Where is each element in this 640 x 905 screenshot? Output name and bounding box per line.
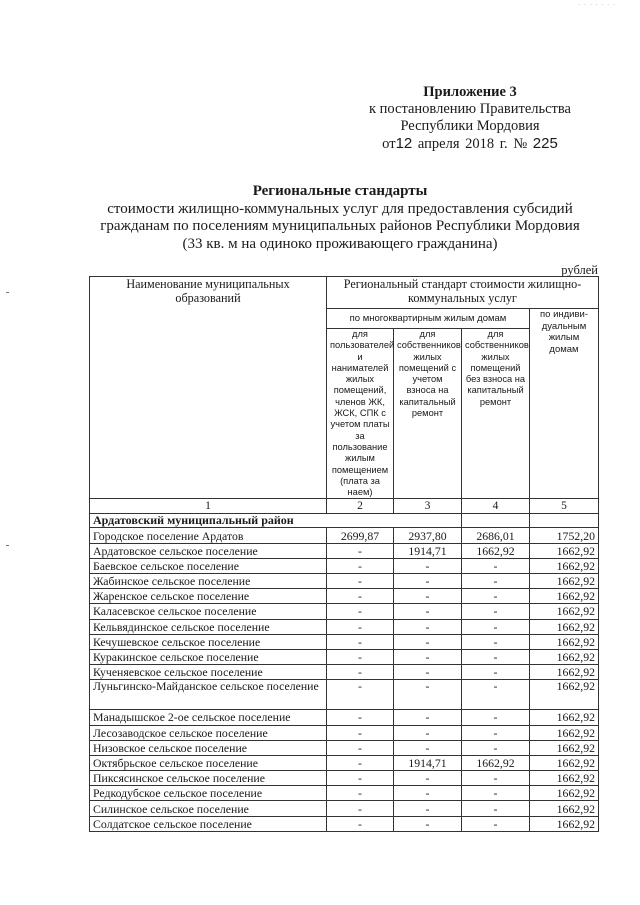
value-individual-houses: 1662,92: [530, 543, 599, 558]
col-number: 1: [90, 499, 327, 514]
col-number: 2: [327, 499, 394, 514]
district-row: [90, 514, 599, 528]
table-row: [90, 755, 599, 770]
table-row: [90, 528, 599, 543]
value-owners-without-repair: -: [462, 558, 530, 573]
value-individual-houses: 1662,92: [530, 558, 599, 573]
table-row: [90, 801, 599, 816]
table-row: [90, 740, 599, 755]
appendix-title: Приложение 3: [423, 84, 517, 100]
value-individual-houses: 1662,92: [530, 816, 599, 831]
value-owners-with-repair: 1914,71: [394, 543, 462, 558]
value-individual-houses: 1662,92: [530, 604, 599, 619]
value-owners-with-repair: -: [394, 740, 462, 755]
appendix-block: [330, 84, 610, 153]
value-owners-with-repair: -: [394, 786, 462, 801]
value-owners-with-repair: -: [394, 558, 462, 573]
value-tenants: -: [327, 589, 394, 604]
district-name: Ардатовский муниципальный район: [90, 514, 394, 528]
value-tenants: -: [327, 755, 394, 770]
value-owners-with-repair: -: [394, 816, 462, 831]
settlement-name: Солдатское сельское поселение: [90, 816, 327, 831]
col-tenants-header: для пользователей и нанимателей жилых помещений, членов ЖК, ЖСК, СПК с учетом платы за пользование жилым помещением (плата за наем): [327, 329, 394, 499]
value-individual-houses: 1662,92: [530, 619, 599, 634]
value-individual-houses: 1662,92: [530, 740, 599, 755]
settlement-name: Пиксясинское сельское поселение: [90, 771, 327, 786]
value-tenants: -: [327, 740, 394, 755]
value-owners-without-repair: 1662,92: [462, 755, 530, 770]
value-tenants: -: [327, 710, 394, 725]
value-tenants: -: [327, 725, 394, 740]
value-owners-without-repair: -: [462, 786, 530, 801]
value-individual-houses: 1662,92: [530, 801, 599, 816]
settlement-name: Жаренское сельское поселение: [90, 589, 327, 604]
value-tenants: -: [327, 649, 394, 664]
value-tenants: -: [327, 604, 394, 619]
heading-title: Региональные стандарты: [252, 183, 428, 199]
value-tenants: -: [327, 634, 394, 649]
value-tenants: -: [327, 771, 394, 786]
settlement-name: Лесозаводское сельское поселение: [90, 725, 327, 740]
table-row: [90, 786, 599, 801]
value-tenants: -: [327, 574, 394, 589]
value-owners-without-repair: 1662,92: [462, 543, 530, 558]
column-numbers-row: [90, 499, 599, 514]
value-individual-houses: 1662,92: [530, 649, 599, 664]
value-individual-houses: 1662,92: [530, 680, 599, 710]
settlement-name: Городское поселение Ардатов: [90, 528, 327, 543]
value-owners-with-repair: -: [394, 634, 462, 649]
table-row: [90, 665, 599, 680]
settlement-name: Куракинское сельское поселение: [90, 649, 327, 664]
value-owners-with-repair: -: [394, 771, 462, 786]
value-owners-with-repair: -: [394, 604, 462, 619]
table-row: [90, 680, 599, 710]
value-owners-without-repair: -: [462, 634, 530, 649]
value-owners-without-repair: -: [462, 680, 530, 710]
value-owners-without-repair: -: [462, 589, 530, 604]
settlement-name: Низовское сельское поселение: [90, 740, 327, 755]
table-row: [90, 771, 599, 786]
date-prefix: от: [382, 136, 396, 152]
value-tenants: -: [327, 801, 394, 816]
value-individual-houses: 1662,92: [530, 755, 599, 770]
value-owners-without-repair: -: [462, 574, 530, 589]
settlement-name: Кельвядинское сельское поселение: [90, 619, 327, 634]
table-row: [90, 543, 599, 558]
col-municipality-header: Наименование муниципальных образований: [90, 277, 327, 499]
value-individual-houses: 1662,92: [530, 771, 599, 786]
value-owners-with-repair: -: [394, 574, 462, 589]
value-owners-with-repair: -: [394, 665, 462, 680]
col-number: 5: [530, 499, 599, 514]
value-owners-without-repair: -: [462, 816, 530, 831]
value-tenants: -: [327, 558, 394, 573]
heading-line-3: (33 кв. м на одиноко проживающего гражданина): [182, 235, 498, 252]
number-label: №: [513, 136, 528, 152]
table-row: [90, 589, 599, 604]
table-row: [90, 649, 599, 664]
value-individual-houses: 1662,92: [530, 574, 599, 589]
value-tenants: -: [327, 543, 394, 558]
value-owners-with-repair: -: [394, 589, 462, 604]
value-owners-with-repair: -: [394, 801, 462, 816]
value-owners-with-repair: -: [394, 710, 462, 725]
value-owners-with-repair: -: [394, 619, 462, 634]
table-row: [90, 574, 599, 589]
value-owners-without-repair: -: [462, 725, 530, 740]
settlement-name: Баевское сельское поселение: [90, 558, 327, 573]
scan-corner-mark: · · · · · · ·: [578, 2, 616, 9]
table-row: [90, 710, 599, 725]
settlement-name: Редкодубское сельское поселение: [90, 786, 327, 801]
col-owners-with-repair-header: для собственников жилых помещений с учетом взноса на капитальный ремонт: [394, 329, 462, 499]
settlement-name: Жабинское сельское поселение: [90, 574, 327, 589]
value-owners-with-repair: -: [394, 649, 462, 664]
settlement-name: Кученяевское сельское поселение: [90, 665, 327, 680]
value-individual-houses: 1662,92: [530, 665, 599, 680]
col-individual-houses-header: по индиви-дуальным жилым домам: [530, 309, 599, 499]
value-owners-without-repair: -: [462, 619, 530, 634]
value-tenants: -: [327, 619, 394, 634]
settlement-name: Силинское сельское поселение: [90, 801, 327, 816]
date-day: 12: [395, 135, 413, 152]
settlement-name: Кечушевское сельское поселение: [90, 634, 327, 649]
margin-tick: [6, 292, 9, 293]
heading-line-1: стоимости жилищно-коммунальных услуг для предоставления субсидий: [107, 200, 573, 217]
document-heading: [60, 183, 620, 253]
value-owners-without-repair: -: [462, 665, 530, 680]
value-owners-without-repair: -: [462, 649, 530, 664]
appendix-dateline: [330, 135, 610, 153]
heading-line-2: гражданам по поселениям муниципальных районов Республики Мордовия: [100, 218, 580, 234]
standards-table: [89, 276, 599, 832]
appendix-line-1: к постановлению Правительства: [369, 101, 571, 117]
value-tenants: -: [327, 680, 394, 710]
table-row: [90, 604, 599, 619]
col-owners-without-repair-header: для собственников жилых помещений без взноса на капитальный ремонт: [462, 329, 530, 499]
value-tenants: 2699,87: [327, 528, 394, 543]
value-individual-houses: 1662,92: [530, 634, 599, 649]
col-number: 3: [394, 499, 462, 514]
value-owners-with-repair: 1914,71: [394, 755, 462, 770]
value-individual-houses: 1662,92: [530, 589, 599, 604]
value-tenants: -: [327, 816, 394, 831]
settlement-name: Октябрьское сельское поселение: [90, 755, 327, 770]
currency-unit: рублей: [561, 263, 598, 277]
value-owners-with-repair: -: [394, 725, 462, 740]
value-owners-with-repair: -: [394, 680, 462, 710]
value-individual-houses: 1662,92: [530, 710, 599, 725]
table-row: [90, 725, 599, 740]
margin-tick: [6, 545, 9, 546]
value-tenants: -: [327, 665, 394, 680]
settlement-name: Манадышское 2-ое сельское поселение: [90, 710, 327, 725]
value-owners-without-repair: -: [462, 771, 530, 786]
settlement-name: Каласевское сельское поселение: [90, 604, 327, 619]
value-owners-without-repair: -: [462, 740, 530, 755]
value-owners-without-repair: 2686,01: [462, 528, 530, 543]
value-individual-houses: 1662,92: [530, 725, 599, 740]
appendix-line-2: Республики Мордовия: [400, 118, 540, 134]
table-row: [90, 634, 599, 649]
col-group-header: Региональный стандарт стоимости жилищно-коммунальных услуг: [327, 277, 599, 309]
date-month-year: апреля 2018 г.: [417, 136, 508, 152]
value-owners-with-repair: 2937,80: [394, 528, 462, 543]
value-individual-houses: 1752,20: [530, 528, 599, 543]
sub-group-header: по многоквартирным жилым домам: [327, 309, 530, 329]
col-number: 4: [462, 499, 530, 514]
value-owners-without-repair: -: [462, 604, 530, 619]
settlement-name: Ардатовское сельское поселение: [90, 543, 327, 558]
value-owners-without-repair: -: [462, 710, 530, 725]
table-row: [90, 619, 599, 634]
settlement-name: Луньгинско-Майданское сельское поселение: [90, 680, 327, 710]
value-tenants: -: [327, 786, 394, 801]
value-individual-houses: 1662,92: [530, 786, 599, 801]
value-owners-without-repair: -: [462, 801, 530, 816]
table-row: [90, 558, 599, 573]
table-row: [90, 816, 599, 831]
decree-number: 225: [532, 135, 558, 152]
